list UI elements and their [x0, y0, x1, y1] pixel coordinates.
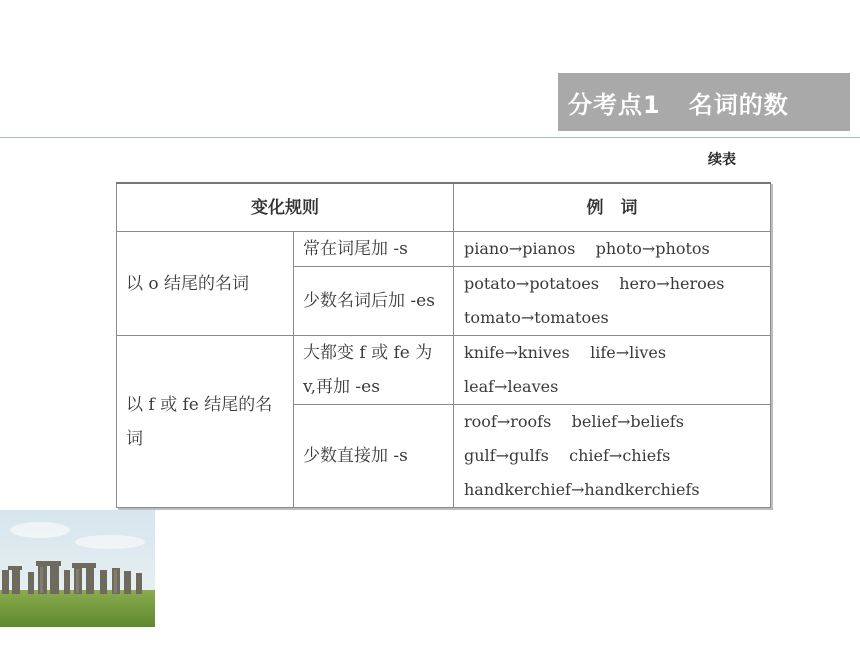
- example-line: roof→roofs belief→beliefs: [464, 412, 684, 431]
- example-line: knife→knives life→lives: [464, 343, 667, 362]
- table-header-row: [117, 183, 771, 232]
- divider-line: [0, 137, 860, 138]
- examples-cell: [454, 405, 771, 508]
- rule-cell: 少数直接加 -s: [294, 405, 454, 508]
- example-line: handkerchief→handkerchiefs: [464, 480, 700, 499]
- example-line: leaf→leaves: [464, 377, 559, 396]
- rule-cell: 常在词尾加 -s: [294, 232, 454, 267]
- rule-cell: 大都变 f 或 fe 为 v,再加 -es: [294, 336, 454, 405]
- table-row: [117, 232, 771, 267]
- examples-cell: [454, 267, 771, 336]
- noun-plural-table: [116, 182, 771, 508]
- example-line: tomato→tomatoes: [464, 308, 609, 327]
- section-title-text: 分考点1 名词的数: [568, 90, 789, 119]
- section-title: [558, 73, 850, 131]
- header-examples: 例 词: [454, 183, 771, 232]
- category-cell: 以 f 或 fe 结尾的名词: [117, 336, 294, 508]
- table-continued-label: 续表: [708, 152, 736, 168]
- stonehenge-photo: [0, 510, 155, 627]
- category-cell: 以 o 结尾的名词: [117, 232, 294, 336]
- examples-cell: [454, 232, 771, 267]
- table-row: [117, 336, 771, 405]
- example-line: piano→pianos photo→photos: [464, 239, 710, 258]
- rule-cell: 少数名词后加 -es: [294, 267, 454, 336]
- example-line: gulf→gulfs chief→chiefs: [464, 446, 671, 465]
- header-rule: 变化规则: [117, 183, 454, 232]
- example-line: potato→potatoes hero→heroes: [464, 274, 725, 293]
- examples-cell: [454, 336, 771, 405]
